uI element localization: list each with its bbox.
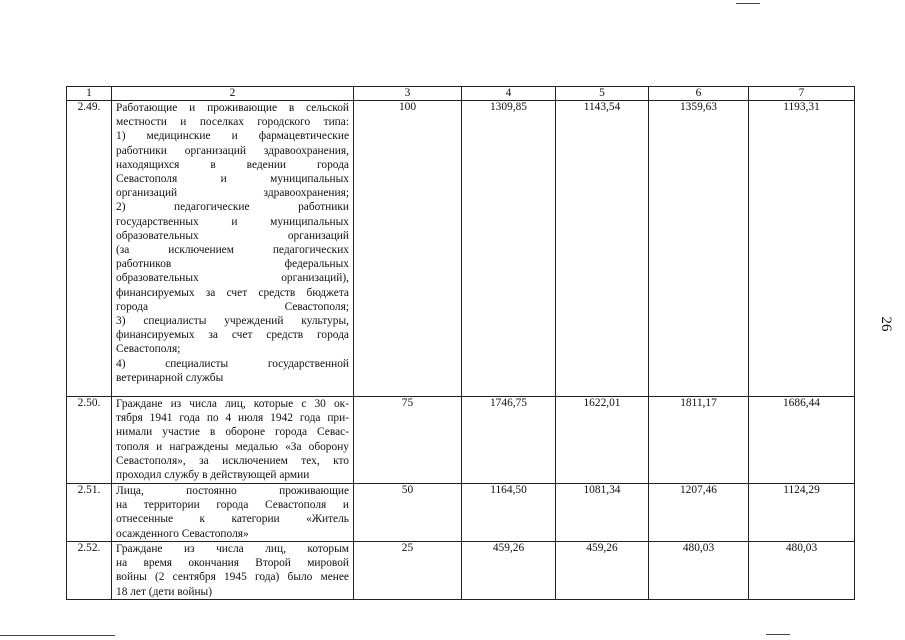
col-header: 7 [749,87,855,101]
description-line: 4) специалисты государственной [116,357,349,370]
scan-artifact-top [736,3,760,4]
category-description [112,101,354,397]
description-line: образовательных организаций), [116,272,349,285]
category-description [112,484,354,542]
value-cell-c5: 1143,54 [556,101,649,397]
table-row [67,484,855,542]
value-cell-c3: 75 [354,397,462,484]
description-line: Севастополя», за исключением тех, кто [116,454,349,467]
value-cell-c7: 1686,44 [749,397,855,484]
description-line: 3) специалисты учреждений культуры, [116,315,349,328]
value-cell-c3: 100 [354,101,462,397]
description-line: государственных и муниципальных [116,215,349,228]
description-line: тября 1941 года по 4 июля 1942 года при- [116,412,349,425]
description-line: финансируемых за счет средств города [116,329,349,342]
value-cell-c4: 1309,85 [462,101,556,397]
value-cell-c6: 1359,63 [649,101,749,397]
header-row [67,87,855,101]
value-cell-c7: 1193,31 [749,101,855,397]
description-line: работники организаций здравоохранения, [116,144,349,157]
description-line: работников федеральных [116,258,349,271]
value-cell-c4: 459,26 [462,542,556,600]
col-header: 5 [556,87,649,101]
value-cell-c6: 1811,17 [649,397,749,484]
value-cell-c5: 1622,01 [556,397,649,484]
col-header: 1 [67,87,112,101]
benefits-table [66,86,855,600]
col-header: 4 [462,87,556,101]
description-line: организаций здравоохранения; [116,187,349,200]
description-line: 18 лет (дети войны) [116,585,213,598]
description-line: ветеринарной службы [116,371,224,384]
row-number: 2.49. [67,101,112,397]
col-header: 3 [354,87,462,101]
description-line: Граждане из числа лиц, которые с 30 ок- [116,398,349,410]
category-description [112,542,354,600]
value-cell-c4: 1164,50 [462,484,556,542]
value-cell-c6: 1207,46 [649,484,749,542]
value-cell-c3: 25 [354,542,462,600]
value-cell-c4: 1746,75 [462,397,556,484]
category-description [112,397,354,484]
description-line: Работающие и проживающие в сельской [116,102,349,114]
row-number: 2.52. [67,542,112,600]
table-row [67,542,855,600]
description-line: Граждане из числа лиц, которым [116,543,349,555]
description-line: 1) медицинские и фармацевтические [116,130,349,143]
value-cell-c7: 1124,29 [749,484,855,542]
page-number: 26 [878,316,894,332]
description-line: финансируемых за счет средств бюджета [116,286,349,299]
row-number: 2.51. [67,484,112,542]
description-line: Лица, постоянно проживающие [116,485,349,497]
description-line: проходил службу в действующей армии [116,469,310,482]
value-cell-c7: 480,03 [749,542,855,600]
table-row [67,101,855,397]
col-header: 6 [649,87,749,101]
table-row [67,397,855,484]
value-cell-c3: 50 [354,484,462,542]
description-line: войны (2 сентября 1945 года) было менее [116,571,349,584]
scan-artifact-bottom-right [766,634,790,635]
description-line: Севастополя; [116,343,181,356]
description-line: тополя и награждены медалью «За оборону [116,440,349,453]
col-header: 2 [112,87,354,101]
value-cell-c5: 459,26 [556,542,649,600]
row-number: 2.50. [67,397,112,484]
description-line: города Севастополя; [116,300,349,313]
description-line: Севастополя и муниципальных [116,173,349,186]
value-cell-c5: 1081,34 [556,484,649,542]
description-line: на время окончания Второй мировой [116,557,349,570]
description-line: на территории города Севастополя и [116,499,349,512]
description-line: местности и поселках городского типа: [116,116,349,129]
description-line: осажденного Севастополя» [116,527,249,540]
description-line: образовательных организаций [116,229,349,242]
description-line: нимали участие в обороне города Севас- [116,426,349,439]
value-cell-c6: 480,03 [649,542,749,600]
description-line: (за исключением педагогических [116,244,349,257]
description-line: отнесенные к категории «Житель [116,513,349,526]
description-line: находящихся в ведении города [116,158,349,171]
scan-artifact-bottom-left [0,635,115,636]
description-line: 2) педагогические работники [116,201,349,214]
